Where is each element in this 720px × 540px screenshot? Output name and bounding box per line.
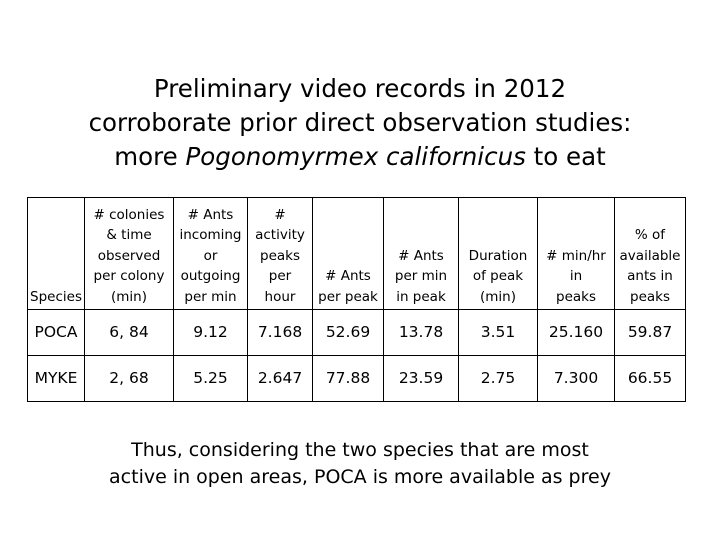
header-cell-line: ants in xyxy=(627,268,673,284)
conclusion-text xyxy=(0,437,720,491)
slide-title xyxy=(0,72,720,174)
table-header-row xyxy=(28,198,686,310)
table-cell: 9.12 xyxy=(174,310,248,356)
header-cell xyxy=(313,198,384,310)
table-cell: 23.59 xyxy=(384,356,459,402)
table-cell: 6, 84 xyxy=(85,310,174,356)
header-cell-line: incoming xyxy=(179,227,242,243)
conclusion-line-1: Thus, considering the two species that are most xyxy=(131,439,589,461)
title-line-3 xyxy=(0,140,720,174)
header-cell xyxy=(459,198,538,310)
header-cell xyxy=(615,198,686,310)
table-cell: 7.168 xyxy=(248,310,313,356)
header-cell-line: per xyxy=(268,268,292,284)
header-cell-line: per min xyxy=(394,268,448,284)
header-cell-line: in xyxy=(569,268,583,284)
table-row xyxy=(28,310,686,356)
header-cell-line: # colonies xyxy=(93,206,165,223)
title-line-1: Preliminary video records in 2012 xyxy=(153,74,567,103)
header-cell-line: & time xyxy=(106,227,152,243)
table-cell: 3.51 xyxy=(459,310,538,356)
table-row xyxy=(28,356,686,402)
header-cell-line: # xyxy=(274,206,286,223)
header-cell-line: per colony xyxy=(93,268,165,284)
table-cell: 2.75 xyxy=(459,356,538,402)
header-cell-line: Duration xyxy=(468,247,528,264)
title-line-2: corroborate prior direct observation studies: xyxy=(88,108,632,137)
table-cell: 77.88 xyxy=(313,356,384,402)
species-cell: POCA xyxy=(28,310,85,356)
header-cell-line: hour xyxy=(264,288,296,305)
header-cell-line: peaks xyxy=(556,288,596,305)
header-cell xyxy=(538,198,615,310)
table-cell: 2.647 xyxy=(248,356,313,402)
title-line-3-prefix: more xyxy=(114,142,186,171)
header-cell-line: or xyxy=(203,247,218,264)
table-cell: 5.25 xyxy=(174,356,248,402)
header-cell-line: # Ants xyxy=(325,268,371,284)
title-line-3-suffix: to eat xyxy=(525,142,606,171)
header-cell-line: available xyxy=(619,247,681,264)
header-cell xyxy=(384,198,459,310)
header-cell-line: # min/hr xyxy=(546,247,606,264)
header-cell-line: (min) xyxy=(111,288,147,305)
header-cell-line: in peak xyxy=(396,288,446,305)
header-cell-line: peaks xyxy=(260,247,300,264)
header-cell-line: outgoing xyxy=(180,268,241,284)
header-cell xyxy=(248,198,313,310)
header-cell xyxy=(174,198,248,310)
header-cell-line: of peak xyxy=(472,268,524,284)
header-cell-line: Species xyxy=(30,288,82,305)
header-cell-line: activity xyxy=(255,227,305,243)
header-cell-line: (min) xyxy=(480,288,516,305)
table-body xyxy=(28,198,686,402)
header-cell-line: observed xyxy=(97,247,161,264)
header-cell-line: per min xyxy=(184,288,237,305)
table-cell: 7.300 xyxy=(538,356,615,402)
header-cell xyxy=(85,198,174,310)
header-cell-line: per peak xyxy=(318,288,378,305)
conclusion-line-2: active in open areas, POCA is more available as prey xyxy=(109,466,611,488)
header-cell-line: peaks xyxy=(630,288,670,305)
header-cell-line: # Ants xyxy=(398,247,444,264)
table-cell: 52.69 xyxy=(313,310,384,356)
table-cell: 13.78 xyxy=(384,310,459,356)
header-cell-line: % of xyxy=(634,227,666,243)
species-cell: MYKE xyxy=(28,356,85,402)
header-cell xyxy=(28,198,85,310)
header-cell-line: # Ants xyxy=(187,206,234,223)
observation-table xyxy=(27,197,686,402)
table-cell: 66.55 xyxy=(615,356,686,402)
table-cell: 2, 68 xyxy=(85,356,174,402)
table-cell: 25.160 xyxy=(538,310,615,356)
table-cell: 59.87 xyxy=(615,310,686,356)
title-species-name: Pogonomyrmex californicus xyxy=(185,142,526,171)
